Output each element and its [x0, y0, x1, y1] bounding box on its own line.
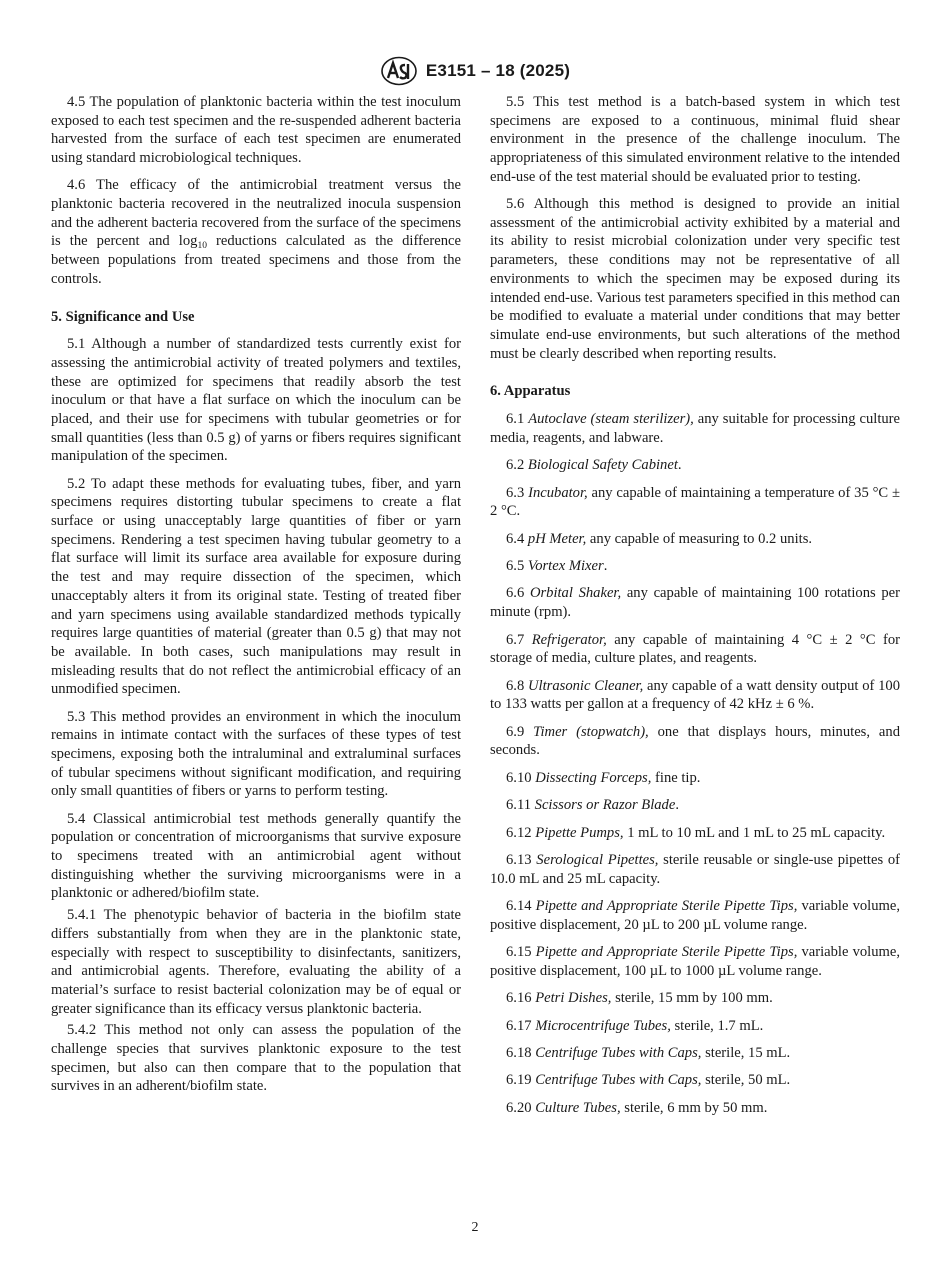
apparatus-item-name: Centrifuge Tubes with Caps,	[535, 1072, 702, 1089]
apparatus-item	[490, 723, 900, 760]
apparatus-item	[490, 484, 900, 521]
apparatus-item-number: 6.10	[506, 769, 532, 786]
apparatus-item	[490, 584, 900, 621]
apparatus-item-description: variable volume, positive displacement, 20 µL to 200 µL volume range.	[490, 898, 900, 933]
apparatus-item-number: 6.5	[506, 558, 525, 575]
apparatus-item-name: Centrifuge Tubes with Caps,	[535, 1045, 702, 1062]
paragraph-4-5: 4.5 The population of planktonic bacteria within the test inoculum exposed to each test specimen and the re-suspended adherent bacteria harvested from the surface of each test specimen are enumerated using standard microbiological techniques.	[51, 94, 461, 167]
apparatus-item	[490, 989, 900, 1008]
apparatus-item-description: sterile, 50 mL.	[701, 1072, 791, 1089]
paragraph-5-4: 5.4 Classical antimicrobial test methods generally quantify the population or concentration of microorganisms that survive exposure to specimens treated with an antimicrobial agent without distinguishing whether the surviving microorganisms were in a planktonic or adhered/biofilm state.	[51, 810, 461, 902]
apparatus-item	[490, 631, 900, 668]
section-heading-6: 6. Apparatus	[490, 383, 571, 400]
apparatus-item-name: Petri Dishes,	[535, 990, 612, 1007]
apparatus-item-number: 6.16	[506, 990, 532, 1007]
apparatus-item-description: any capable of maintaining 100 rotations per minute (rpm).	[490, 585, 900, 621]
apparatus-item-description: sterile, 1.7 mL.	[670, 1017, 764, 1034]
apparatus-item-number: 6.19	[506, 1072, 532, 1089]
paragraph-5-3: 5.3 This method provides an environment in which the inoculum remains in intimate contact with the surfaces of these types of test specimens, exposing both the intraluminal and extraluminal surfaces of tubular specimens without significant modification, and requiring only small quantities of fibers or yarns to perform testing.	[51, 708, 461, 800]
apparatus-item	[490, 769, 900, 788]
apparatus-item	[490, 943, 900, 980]
apparatus-item-name: Scissors or Razor Blade	[534, 797, 676, 814]
apparatus-item	[490, 1044, 900, 1063]
apparatus-item	[490, 1071, 900, 1090]
left-column	[51, 93, 461, 1105]
apparatus-item-number: 6.8	[506, 677, 525, 694]
apparatus-item	[490, 824, 900, 843]
apparatus-item-number: 6.9	[506, 723, 525, 740]
right-column	[490, 93, 900, 1126]
apparatus-item-description: any capable of maintaining 4 °C ± 2 °C for storage of media, culture plates, and reagents.	[490, 631, 900, 667]
apparatus-item	[490, 557, 900, 576]
apparatus-item-name: Ultrasonic Cleaner,	[528, 677, 644, 694]
apparatus-item	[490, 851, 900, 888]
apparatus-item-name: Autoclave (steam sterilizer),	[528, 411, 694, 428]
apparatus-item-name: Microcentrifuge Tubes,	[535, 1017, 671, 1034]
apparatus-item-number: 6.7	[506, 631, 525, 648]
apparatus-item-number: 6.11	[506, 797, 531, 814]
apparatus-item-description: sterile reusable or single-use pipettes of 10.0 mL and 25 mL capacity.	[490, 851, 901, 887]
apparatus-item-description: any capable of a watt density output of 100 to 133 watts per gallon at a frequency of 42 kHz ± 6 %.	[490, 677, 901, 713]
paragraph-5-6: 5.6 Although this method is designed to provide an initial assessment of the antimicrobial activity exhibited by a material and its ability to resist microbial colonization under very specific test parameters, these conditions may not be representative of all environments to which the specimen may be exposed during its intended end-use. Various test parameters specified in this method can be modified to evaluate a material under conditions that may better simulate end-use environments, but such alterations of the method must be clearly described when reporting results.	[490, 196, 900, 362]
paragraph-5-2: 5.2 To adapt these methods for evaluating tubes, fiber, and yarn specimens requires distorting tubular specimens to create a flat surface or using unacceptably large quantities of fiber or yarn specimens. Rendering a test specimen having tubular geometry to a flat surface will limit its surface area available for exposure during the test and may require dissection of the specimen, which unacceptably alters it from its original state. Testing of treated fiber and yarn specimens using available standardized methods typically requires large quantities of material (greater than 0.5 g) that may not be available. In both cases, such manipulations may result in misleading results that do not reflect the antimicrobial efficacy of an unmodified specimen.	[51, 475, 461, 698]
apparatus-item-number: 6.20	[506, 1099, 532, 1116]
apparatus-item-number: 6.2	[506, 457, 525, 474]
apparatus-item-name: Pipette Pumps,	[535, 824, 624, 841]
apparatus-item-description: .	[603, 558, 608, 575]
apparatus-item-name: Pipette and Appropriate Sterile Pipette Tips,	[535, 898, 798, 915]
apparatus-item-number: 6.1	[506, 411, 525, 428]
apparatus-item	[490, 530, 900, 549]
apparatus-item-name: Serological Pipettes,	[536, 851, 659, 868]
apparatus-item-description: one that displays hours, minutes, and seconds.	[490, 723, 900, 759]
apparatus-item-name: pH Meter,	[527, 530, 587, 547]
apparatus-item-name: Timer (stopwatch),	[533, 723, 649, 740]
apparatus-item-number: 6.4	[506, 530, 525, 547]
apparatus-item-number: 6.17	[506, 1017, 532, 1034]
astm-logo-icon	[380, 56, 418, 86]
apparatus-item-description: .	[677, 457, 682, 474]
paragraph-5-4-1: 5.4.1 The phenotypic behavior of bacteria in the biofilm state differs substantially from when they are in the planktonic state, especially with respect to susceptibility to disinfectants, sanitizers, and antimicrobial agents. Therefore, evaluating the ability of a material’s surface to resist bacterial colonization may be of equal or greater significance than its efficacy versus planktonic bacteria.	[51, 907, 461, 1017]
apparatus-item-name: Orbital Shaker,	[529, 585, 622, 602]
paragraph-5-5: 5.5 This test method is a batch-based system in which test specimens are exposed to a continuous, minimal fluid shear environment in the presence of the challenge inoculum. The appropriateness of this simulated environment relative to the intended end-use of the test material should be evaluated prior to testing.	[490, 94, 900, 185]
apparatus-item-description: any capable of measuring to 0.2 units.	[586, 530, 813, 547]
apparatus-item-number: 6.18	[506, 1045, 532, 1062]
apparatus-item-description: sterile, 6 mm by 50 mm.	[620, 1099, 768, 1116]
paragraph-4-6: 4.6 The efficacy of the antimicrobial treatment versus the planktonic bacteria recovered in the neutralized inocula suspension and the adherent bacteria recovered from the surface of the specimens is the percent and $\log_{10}$ reductions calculated as the difference between populations from treated specimens and those from the controls.	[51, 177, 461, 287]
apparatus-item	[490, 796, 900, 815]
apparatus-item-description: 1 mL to 10 mL and 1 mL to 25 mL capacity.	[623, 824, 886, 841]
apparatus-item-description: fine tip.	[651, 769, 701, 786]
paragraph-5-4-2: 5.4.2 This method not only can assess the population of the challenge species that survives planktonic exposure to the test specimen, but also can then compare that to the population that survives in an adherent/biofilm state.	[51, 1022, 461, 1095]
apparatus-item-number: 6.14	[506, 898, 532, 915]
apparatus-item-number: 6.12	[506, 824, 532, 841]
apparatus-item-description: sterile, 15 mm by 100 mm.	[611, 990, 773, 1007]
page-number: 2	[471, 1220, 479, 1235]
apparatus-item	[490, 1017, 900, 1036]
apparatus-item-name: Dissecting Forceps,	[535, 769, 652, 786]
apparatus-item-description: .	[675, 797, 679, 814]
apparatus-item-name: Biological Safety Cabinet	[527, 457, 678, 474]
page-header	[0, 55, 950, 87]
section-heading-5: 5. Significance and Use	[51, 308, 195, 325]
apparatus-item	[490, 677, 900, 714]
apparatus-list	[490, 410, 900, 1117]
apparatus-item-description: sterile, 15 mL.	[701, 1045, 791, 1062]
apparatus-item-description: any suitable for processing culture media, reagents, and labware.	[490, 411, 901, 446]
apparatus-item-number: 6.15	[506, 944, 532, 961]
apparatus-item-number: 6.13	[506, 851, 532, 868]
apparatus-item-name: Culture Tubes,	[535, 1099, 621, 1116]
apparatus-item-name: Vortex Mixer	[527, 558, 604, 575]
apparatus-item	[490, 1099, 900, 1118]
apparatus-item	[490, 897, 900, 934]
apparatus-item	[490, 410, 900, 447]
paragraph-5-1: 5.1 Although a number of standardized tests currently exist for assessing the antimicrobial activity of treated polymers and textiles, these are optimized for specimens that readily absorb the test inoculum or that have a flat surface on which the inoculum can be placed, and their use for specimens with tubular geometries or for small quantities (less than 0.5 g) of yarns or fibers requires significant manipulation of the specimen.	[51, 336, 461, 465]
apparatus-item	[490, 456, 900, 475]
apparatus-item-description: variable volume, positive displacement, 100 µL to 1000 µL volume range.	[490, 944, 900, 979]
apparatus-item-name: Refrigerator,	[531, 631, 607, 648]
standard-designation: E3151 – 18 (2025)	[425, 61, 571, 80]
apparatus-item-name: Pipette and Appropriate Sterile Pipette Tips,	[535, 944, 798, 961]
apparatus-item-number: 6.6	[506, 585, 525, 602]
apparatus-item-name: Incubator,	[528, 484, 588, 501]
apparatus-item-number: 6.3	[506, 484, 525, 501]
apparatus-item-description: any capable of maintaining a temperature of 35 °C ± 2 °C.	[490, 484, 900, 520]
